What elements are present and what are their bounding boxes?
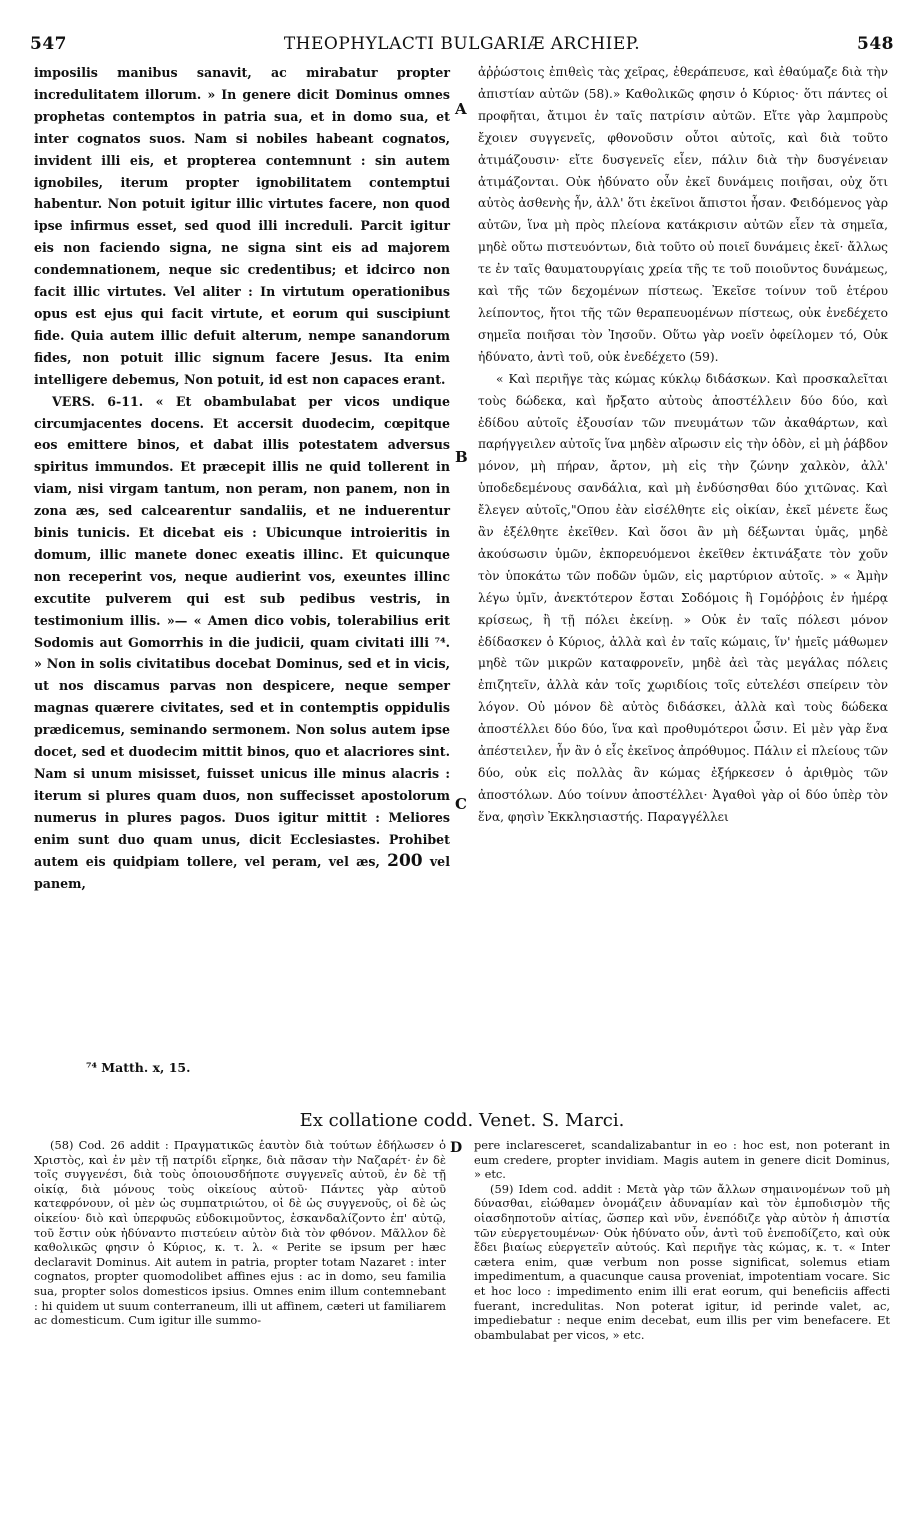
note-58: (58) Cod. 26 addit : Πραγματικῶς ἑαυτὸν διὰ τούτων ἐδήλωσεν ὁ Χριστὸς, καὶ ἐν μὲν τῇ πατρίδι εἴρηκε, διὰ πᾶσαν τὴν Ναζαρέτ· ἐν δὲ τοῖς συγγενέσι, διὰ τοὺς ὁποιουσδήποτε συγγενεῖς αὐτοῦ, ἐν δὲ τῇ οἰκίᾳ, διὰ μόνους τοὺς οἰκείους αὐτοῦ· Πάντες γὰρ αὐτοῦ κατεφρόνουν, οἱ μὲν ὡς συμπατριώτου, οἱ δὲ ὡς συγγενοῦς, οἱ δὲ ὡς οἰκείου· διὸ καὶ ὑπερφυῶς εὐδοκιμοῦντος, ἐσκανδαλίζοντο ἐπ' αὐτῷ, τοῦ ἔστιν οὐκ ἠδύναντο πιστεύειν αὐτὸν διὰ τὸν φθόνον. Μᾶλλον δὲ καθολικῶς φησιν ὁ Κύριος, κ. τ. λ. « Perite se ipsum per hæc declaravit Dominus. Ait autem in patria, propter totam Nazaret : inter cognatos, propter quomodolibet affines ejus : ac in domo, seu familia sua, propter solos domesticos ipsius. Omnes enim illum contemnebant : hi quidem ut suum conterraneum, illi ut affinem, cæteri ut familiarem ac domesticum. Cum igitur ille summo- — [34, 1138, 446, 1328]
note-58-continued: pere inclaresceret, scandalizabantur in eo : hoc est, non poterant in eum credere, propter invidiam. Magis autem in genere dicit Dominus, » etc. — [474, 1138, 890, 1182]
note-59: (59) Idem cod. addit : Μετὰ γὰρ τῶν ἄλλων σημαινομένων τοῦ μὴ δύνασθαι, εἰώθαμεν ὀνομάζειν ἀδυναμίαν καὶ τὸν ἐμποδισμὸν τῆς οἱασδηποτοῦν αἰτίας, ὥσπερ καὶ νῦν, ἐνεπόδιζε γὰρ αὐτὸν ἡ ἀπιστία τῶν εὐεργετουμένων· Οὐκ ἠδύνατο οὖν, ἀντὶ τοῦ ἐνεποδίζετο, καὶ οὐκ ἔδει βιαίως εὐεργετεῖν αὐτούς. Καὶ περιῆγε τὰς κώμας, κ. τ. « Inter cætera enim, quæ verbum non posse significat, solemus etiam impedimentum, a quacunque causa proveniat, impotentiam vocare. Sic et hoc loco : impedimento enim illi erat eorum, qui beneficiis affecti fuerant, incredulitas. Non poterat igitur, id perinde valet, ac, impediebatur : neque enim decebat, eum illis per vim benefacere. Et obambulabat per vicos, » etc. — [474, 1181, 890, 1342]
running-head-title: THEOPHYLACTI BULGARIÆ ARCHIEP. — [283, 34, 641, 54]
margin-letter-b: B — [455, 448, 468, 466]
column-number: 200 — [387, 850, 423, 871]
running-header — [30, 34, 894, 58]
notes-right-column — [474, 1138, 890, 1342]
greek-paragraph: « Καὶ περιῆγε τὰς κώμας κύκλῳ διδάσκων. Καὶ προσκαλεῖται τοὺς δώδεκα, καὶ ἤρξατο αὐτοὺς ἀποστέλλειν δύο δύο, καὶ ἐδίδου αὐτοῖς ἐξουσίαν τῶν πνευμάτων τῶν ἀκαθάρτων, καὶ παρήγγειλεν αὐτοῖς ἵνα μηδὲν αἴρωσιν εἰς τὴν ὁδὸν, εἰ μὴ ῥάβδον μόνον, μὴ πήραν, ἄρτον, μὴ εἰς τὴν ζώνην χαλκὸν, ἀλλ' ὑποδεδεμένους σανδάλια, καὶ μὴ ἐνδύσησθαι δύο χιτῶνας. Καὶ ἔλεγεν αὐτοῖς,"Οπου ἐὰν εἰσέλθητε εἰς οἰκίαν, ἐκεῖ μένετε ἕως ἂν ἐξέλθητε ἐκεῖθεν. Καὶ ὅσοι ἂν μὴ δέξωνται ὑμᾶς, μηδὲ ἀκούσωσιν ὑμῶν, ἐκπορευόμενοι ἐκεῖθεν ἐκτινάξατε τὸν χοῦν τὸν ὑποκάτω τῶν ποδῶν ὑμῶν, εἰς μαρτύριον αὐτοῖς. » « Ἀμὴν λέγω ὑμῖν, ἀνεκτότερον ἔσται Σοδόμοις ἢ Γομόῤῥοις ἐν ἡμέρᾳ κρίσεως, ἢ τῇ πόλει ἐκείνῃ. » Οὐκ ἐν ταῖς πόλεσι μόνον ἐδίδασκεν ὁ Κύριος, ἀλλὰ καὶ ἐν ταῖς κώμαις, ἵν' ἡμεῖς μάθωμεν μηδὲ τῶν μικρῶν καταφρονεῖν, μηδὲ ἀεὶ τὰς μεγάλας πόλεις ἐπιζητεῖν, ἀλλὰ κἀν τοῖς χωριδίοις τοῖς εὐτελέσι σπείρειν τὸν λόγον. Οὐ μόνον δὲ αὐτὸς διδάσκει, ἀλλὰ καὶ τοὺς δώδεκα ἀποστέλλει δύο δύο, ἵνα καὶ προθυμότεροι ὦσιν. Εἰ μὲν γὰρ ἕνα ἀπέστειλεν, ἦν ἂν ὁ εἷς ἐκεῖνος ἀπρόθυμος. Πάλιν εἰ πλείους τῶν δύο, οὐκ εἰς πολλὰς ἂν κώμας ἐξήρκεσεν ὁ ἀριθμὸς τῶν ἀποστόλων. Δύο τοίνυν ἀποστέλλει· Ἀγαθοὶ γὰρ οἱ δύο ὑπὲρ τὸν ἕνα, φησὶν Ἐκκλησιαστής. Παραγγέλλει — [478, 371, 888, 824]
margin-letter-a: A — [455, 100, 467, 118]
page-number-right: 548 — [857, 34, 894, 54]
footnote: ⁷⁴ Matth. x, 15. — [86, 1060, 191, 1075]
page — [30, 34, 894, 1342]
latin-paragraph-text: VERS. 6-11. « Et obambulabat per vicos undique circumjacentes docens. Et accersit duodecim, cœpitque eos emittere binos, et dabat illis potestatem adversus spiritus immundos. Et præcepit illis ne quid tollerent in viam, nisi virgam tantum, non peram, non panem, non in zona æs, sed calcearentur sandaliis, et ne induerentur binis tunicis. Et dicebat eis : Ubicunque introieritis in domum, illic manete donec exeatis illinc. Et quicunque non receperint vos, neque audierint vos, exeuntes illinc excutite pulverem qui est sub pedibus vestris, in testimonium illis. »— « Amen dico vobis, tolerabilius erit Sodomis aut Gomorrhis in die judicii, quam civitati illi ⁷⁴. » Non in solis civitatibus docebat Dominus, sed et in vicis, ut nos discamus parvas non despicere, neque semper magnas quærere civitates, sed et in contemptis oppidulis prædicemus, seminando sermonem. Non solus autem ipse docet, sed et duodecim mittit binos, quo et alacriores sint. Nam si unum misisset, fuisset unicus ille minus alacris : iterum si plures quam duos, non suffecisset apostolorum numerus in plures pagos. Duos igitur mittit : Meliores enim sunt duo quam unus, dicit Ecclesiastes. Prohibet autem eis quidpiam tollere, vel peram, vel æs, — [34, 393, 450, 869]
latin-paragraph: imposilis manibus sanavit, ac mirabatur propter incredulitatem illorum. » In genere dicit Dominus omnes prophetas contemptos in patria sua, et in domo sua, et inter cognatos suos. Nam si nobiles habeant cognatos, invident illi eis, et propterea contemnunt : sin autem ignobiles, iterum propter ignobilitatem contemptui habentur. Non potuit igitur illic virtutes facere, non quod ipse infirmus esset, sed quod illi increduli. Parcit igitur eis non faciendo signa, ne signa sint eis ad majorem condemnationem, neque sic credentibus; et idcirco non facit illic virtutes. Vel aliter : In virtutum operationibus opus est ejus qui facit virtute, et eorum qui suscipiunt fide. Quia autem illic defuit alterum, nempe sanandorum fides, non potuit illic signum facere Jesus. Ita enim intelligere debemus, Non potuit, id est non capaces erant. — [34, 65, 450, 387]
main-text — [30, 62, 894, 1092]
margin-letters — [455, 62, 473, 1092]
collation-notes — [30, 1138, 894, 1518]
latin-paragraph — [34, 391, 450, 895]
greek-paragraph: ἀῤῥώστοις ἐπιθεὶς τὰς χεῖρας, ἐθεράπευσε, καὶ ἐθαύμαζε διὰ τὴν ἀπιστίαν αὐτῶν (58).» Καθολικῶς φησιν ὁ Κύριος· ὅτι πάντες οἱ προφῆται, ἄτιμοι ἐν ταῖς πατρίσιν αὐτῶν. Εἴτε γὰρ λαμπροὺς ἔχοιεν συγγενεῖς, φθονοῦσιν οὗτοι αὐτοῖς, καὶ διὰ τοῦτο ἀτιμάζουσιν· εἴτε δυσγενεῖς εἶεν, πάλιν διὰ τὴν δυσγένειαν ἀτιμάζονται. Οὐκ ἠδύνατο οὖν ἐκεῖ δυνάμεις ποιῆσαι, οὐχ ὅτι αὐτὸς ἀσθενὴς ἦν, ἀλλ' ὅτι ἐκεῖνοι ἄπιστοι ἦσαν. Φειδόμενος γὰρ αὐτῶν, ἵνα μὴ πρὸς πλείονα κατάκρισιν αὐτῶν εἶεν τὰ σημεῖα, μηδὲ οὕτω πιστευόντων, διὰ τοῦτο οὐ ποιεῖ δυνάμεις ἐκεῖ· ἄλλως τε ἐν ταῖς θαυματουργίαις χρεία τῆς τε τοῦ ποιοῦντος δυνάμεως, καὶ τῆς τῶν δεχομένων πίστεως. Ἐκεῖσε τοίνυν τοῦ ἑτέρου λείποντος, ἤτοι τῆς τῶν θεραπευομένων πίστεως, οὐκ ἐνεδέχετο σημεῖα ποιῆσαι τὸν Ἰησοῦν. Οὕτω γὰρ νοεῖν ὀφείλομεν τό, Οὐκ ἠδύνατο, ἀντὶ τοῦ, οὐκ ἐνεδέχετο (59). — [478, 65, 888, 364]
latin-paragraph-tail: vel panem, — [34, 853, 450, 891]
greek-column — [478, 62, 888, 829]
page-number-left: 547 — [30, 34, 67, 54]
margin-letter-c: C — [455, 795, 467, 813]
notes-left-column — [34, 1138, 446, 1328]
latin-column — [34, 62, 450, 894]
collation-title: Ex collatione codd. Venet. S. Marci. — [299, 1110, 625, 1131]
margin-letter-d: D — [450, 1140, 463, 1156]
